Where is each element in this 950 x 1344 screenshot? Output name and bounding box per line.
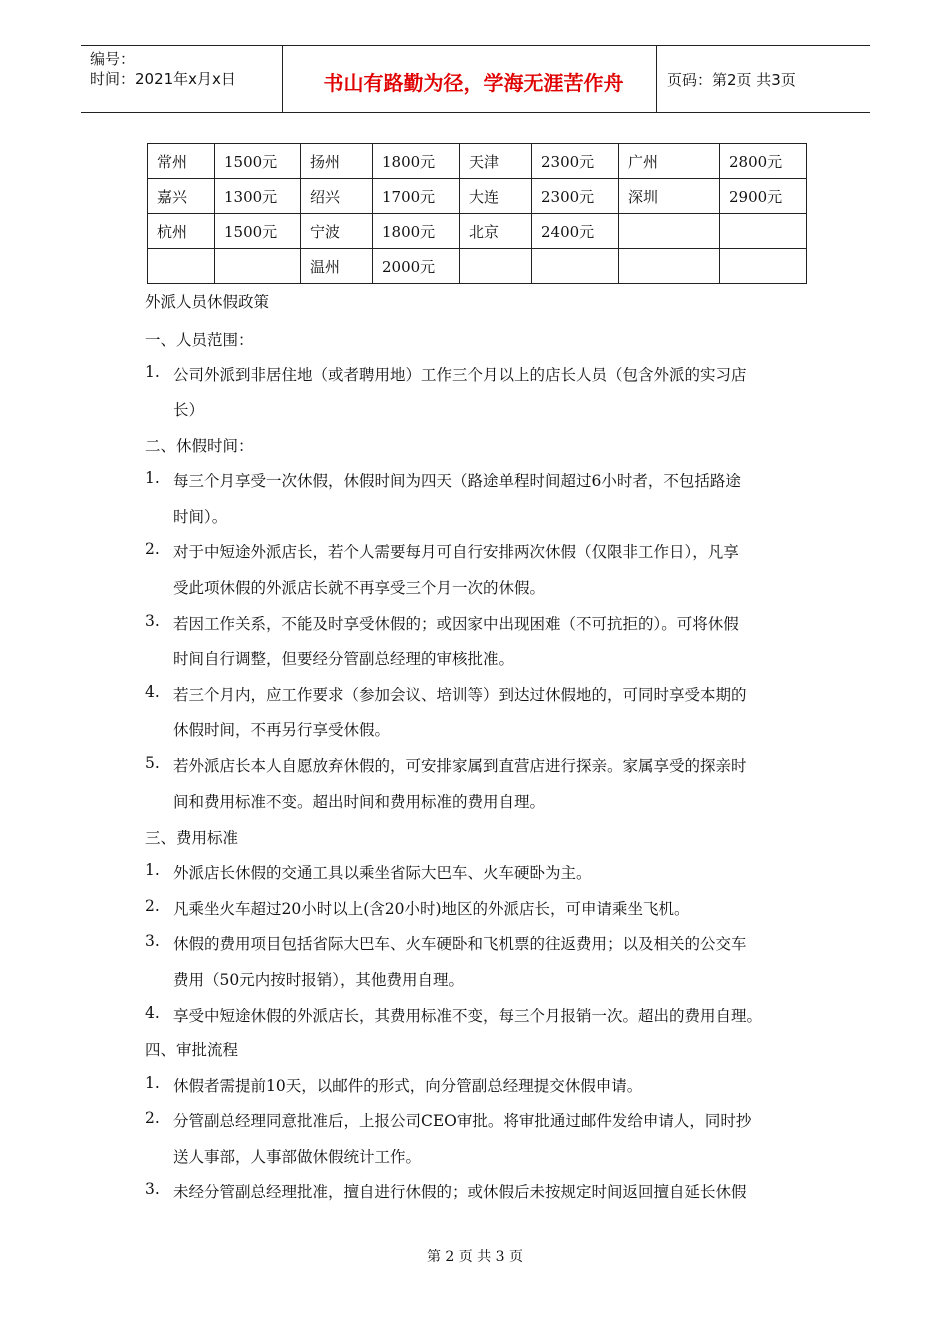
list-text: 休假的费用项目包括省际大巴车、火车硬卧和飞机票的往返费用；以及相关的公交车 <box>173 935 747 953</box>
table-cell <box>215 249 301 284</box>
list-text: 对于中短途外派店长，若个人需要每月可自行安排两次休假（仅限非工作日），凡享 <box>173 543 739 561</box>
table-cell <box>460 249 532 284</box>
list-number: 1. <box>145 363 160 381</box>
table-cell: 绍兴 <box>301 179 373 214</box>
table-cell: 1700元 <box>373 179 460 214</box>
doc-title: 外派人员休假政策 <box>145 293 270 311</box>
table-cell: 扬州 <box>301 144 373 179</box>
table-cell: 1800元 <box>373 144 460 179</box>
list-continuation: 时间自行调整，但要经分管副总经理的审核批准。 <box>173 650 515 668</box>
list-number: 5. <box>145 754 160 772</box>
list-text: 若外派店长本人自愿放弃休假的，可安排家属到直营店进行探亲。家属享受的探亲时 <box>173 757 747 775</box>
page-footer: 第 2 页 共 3 页 <box>426 1249 524 1265</box>
table-cell: 1800元 <box>373 214 460 249</box>
list-number: 3. <box>145 612 160 630</box>
table-cell: 1500元 <box>215 214 301 249</box>
list-continuation: 送人事部，人事部做休假统计工作。 <box>173 1148 422 1166</box>
table-row <box>148 214 807 249</box>
table-cell: 大连 <box>460 179 532 214</box>
table-cell <box>532 249 619 284</box>
list-number: 1. <box>145 861 160 879</box>
header-divider-2 <box>656 45 657 113</box>
city-rate-table <box>147 143 807 284</box>
list-text: 凡乘坐火车超过20小时以上(含20小时)地区的外派店长，可申请乘坐飞机。 <box>173 900 690 918</box>
list-number: 2. <box>145 1109 160 1127</box>
header-top-rule <box>81 45 870 46</box>
table-cell <box>720 214 807 249</box>
list-number: 1. <box>145 469 160 487</box>
header-divider-1 <box>282 45 283 113</box>
table-cell: 常州 <box>148 144 215 179</box>
list-number: 2. <box>145 540 160 558</box>
table-cell: 深圳 <box>619 179 720 214</box>
list-text: 未经分管副总经理批准，擅自进行休假的；或休假后未按规定时间返回擅自延长休假 <box>173 1183 747 1201</box>
list-text: 公司外派到非居住地（或者聘用地）工作三个月以上的店长人员（包含外派的实习店 <box>173 366 747 384</box>
table-row <box>148 249 807 284</box>
table-cell: 2300元 <box>532 179 619 214</box>
table-cell: 1300元 <box>215 179 301 214</box>
list-continuation: 受此项休假的外派店长就不再享受三个月一次的休假。 <box>173 579 546 597</box>
list-continuation: 时间）。 <box>173 508 228 526</box>
date-line: 时间：2021年x月x日 <box>90 70 236 88</box>
page-header <box>81 45 870 113</box>
header-motto: 书山有路勤为径，学海无涯苦作舟 <box>323 71 624 95</box>
table-cell: 北京 <box>460 214 532 249</box>
section-heading-cost: 三、费用标准 <box>145 829 239 847</box>
list-continuation: 休假时间，不再另行享受休假。 <box>173 721 391 739</box>
list-text: 每三个月享受一次休假，休假时间为四天（路途单程时间超过6小时者，不包括路途 <box>173 472 741 490</box>
list-text: 休假者需提前10天，以邮件的形式，向分管副总经理提交休假申请。 <box>173 1077 643 1095</box>
list-number: 2. <box>145 897 160 915</box>
table-cell: 温州 <box>301 249 373 284</box>
list-number: 3. <box>145 932 160 950</box>
section-heading-approval: 四、审批流程 <box>145 1041 239 1059</box>
table-cell: 嘉兴 <box>148 179 215 214</box>
table-cell <box>619 249 720 284</box>
list-text: 若因工作关系，不能及时享受休假的；或因家中出现困难（不可抗拒的）。可将休假 <box>173 615 739 633</box>
header-page-info: 页码：第2页 共3页 <box>667 71 796 89</box>
table-cell: 天津 <box>460 144 532 179</box>
table-cell: 2900元 <box>720 179 807 214</box>
list-number: 4. <box>145 683 160 701</box>
list-text: 外派店长休假的交通工具以乘坐省际大巴车、火车硬卧为主。 <box>173 864 592 882</box>
table-cell: 宁波 <box>301 214 373 249</box>
list-continuation: 间和费用标准不变。超出时间和费用标准的费用自理。 <box>173 793 546 811</box>
table-cell <box>619 214 720 249</box>
section-heading-time: 二、休假时间： <box>145 437 254 455</box>
table-cell: 广州 <box>619 144 720 179</box>
serial-label: 编号： <box>90 50 136 68</box>
table-row <box>148 179 807 214</box>
list-text: 享受中短途休假的外派店长，其费用标准不变，每三个月报销一次。超出的费用自理。 <box>173 1007 763 1025</box>
header-bottom-rule <box>81 112 870 113</box>
table-cell <box>148 249 215 284</box>
table-cell: 2000元 <box>373 249 460 284</box>
table-cell: 杭州 <box>148 214 215 249</box>
list-continuation: 费用（50元内按时报销），其他费用自理。 <box>173 971 464 989</box>
table-row <box>148 144 807 179</box>
table-cell: 2400元 <box>532 214 619 249</box>
table-cell: 1500元 <box>215 144 301 179</box>
list-number: 3. <box>145 1180 160 1198</box>
list-number: 4. <box>145 1004 160 1022</box>
list-text: 若三个月内，应工作要求（参加会议、培训等）到达过休假地的，可同时享受本期的 <box>173 686 747 704</box>
list-continuation: 长） <box>173 401 205 419</box>
header-meta <box>90 49 236 89</box>
table-cell: 2800元 <box>720 144 807 179</box>
table-cell <box>720 249 807 284</box>
section-heading-scope: 一、人员范围： <box>145 331 254 349</box>
table-cell: 2300元 <box>532 144 619 179</box>
list-number: 1. <box>145 1074 160 1092</box>
list-text: 分管副总经理同意批准后，上报公司CEO审批。将审批通过邮件发给申请人，同时抄 <box>173 1112 752 1130</box>
